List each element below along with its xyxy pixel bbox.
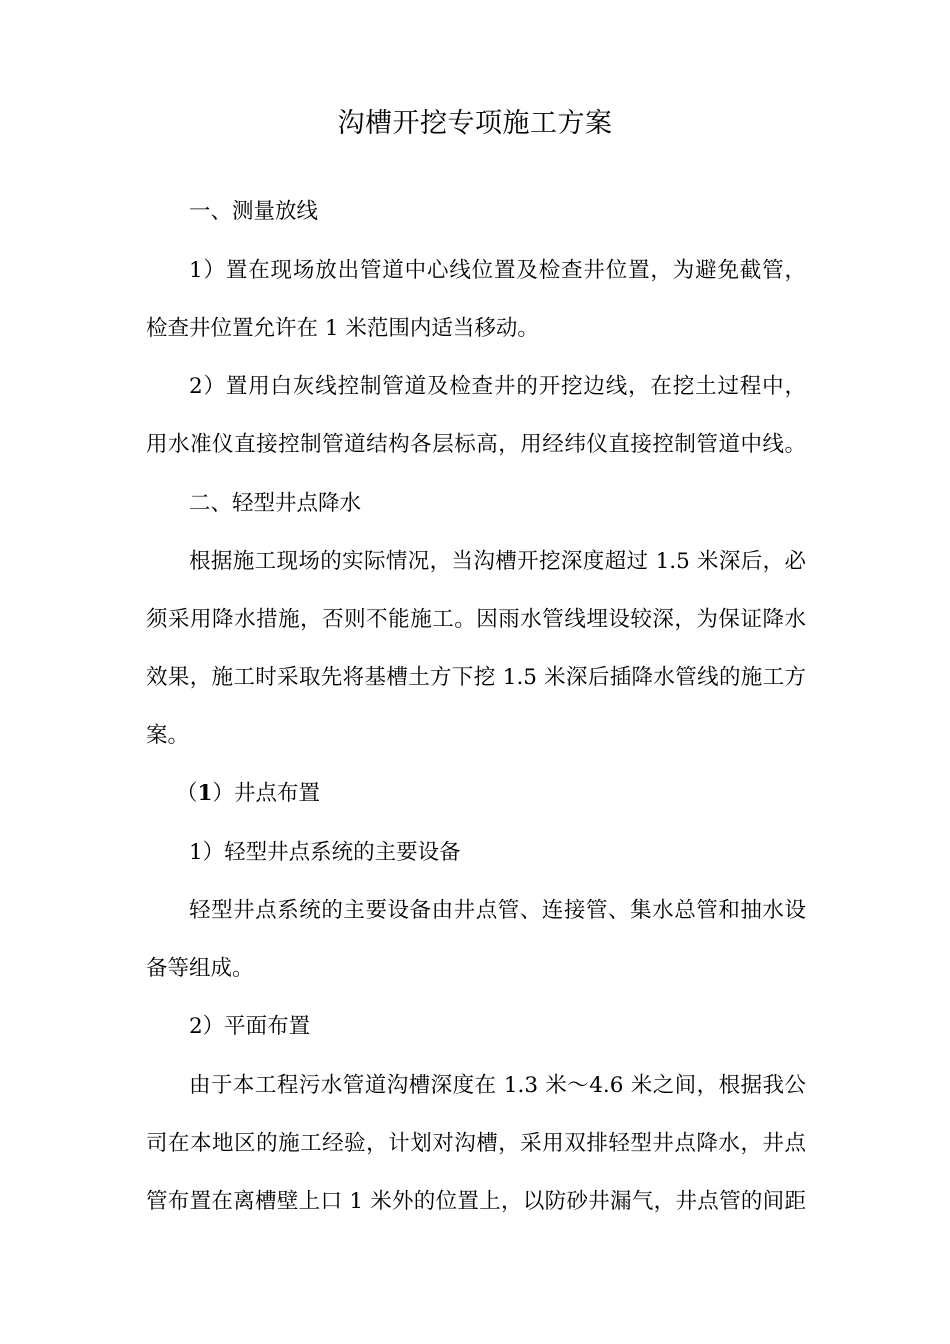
item-heading-main-equipment: 1）轻型井点系统的主要设备 — [189, 840, 461, 865]
heading-open-paren: （ — [176, 781, 198, 806]
paragraph-line: 效果，施工时采取先将基槽土方下挖 1.5 米深后插降水管线的施工方 — [146, 665, 806, 690]
document-title: 沟槽开挖专项施工方案 — [337, 108, 613, 139]
heading-text: ）井点布置 — [212, 781, 320, 806]
section-heading-survey: 一、测量放线 — [189, 199, 319, 224]
paragraph-line: 备等组成。 — [146, 956, 254, 981]
paragraph-line: 由于本工程污水管道沟槽深度在 1.3 米～4.6 米之间，根据我公 — [189, 1073, 806, 1098]
section-heading-dewatering: 二、轻型井点降水 — [189, 491, 362, 516]
paragraph-line: 检查井位置允许在 1 米范围内适当移动。 — [146, 316, 539, 341]
paragraph-line: 轻型井点系统的主要设备由井点管、连接管、集水总管和抽水设 — [189, 898, 806, 923]
paragraph-line: 根据施工现场的实际情况，当沟槽开挖深度超过 1.5 米深后，必 — [189, 549, 806, 574]
paragraph-line: 用水准仪直接控制管道结构各层标高，用经纬仪直接控制管道中线。 — [146, 432, 806, 457]
paragraph-line: 案。 — [146, 723, 190, 748]
paragraph-line: 管布置在离槽壁上口 1 米外的位置上，以防砂井漏气，井点管的间距 — [146, 1189, 806, 1214]
paragraph-line: 1）置在现场放出管道中心线位置及检查井位置，为避免截管， — [189, 258, 806, 283]
heading-number: 1 — [197, 781, 213, 806]
paragraph-line: 须采用降水措施，否则不能施工。因雨水管线埋设较深，为保证降水 — [146, 607, 806, 632]
paragraph-line: 司在本地区的施工经验，计划对沟槽，采用双排轻型井点降水，井点 — [146, 1131, 806, 1156]
paragraph-line: 2）置用白灰线控制管道及检查井的开挖边线，在挖土过程中， — [189, 374, 806, 399]
subsection-heading-well-layout — [176, 779, 320, 809]
item-heading-plan-layout: 2）平面布置 — [189, 1014, 311, 1039]
